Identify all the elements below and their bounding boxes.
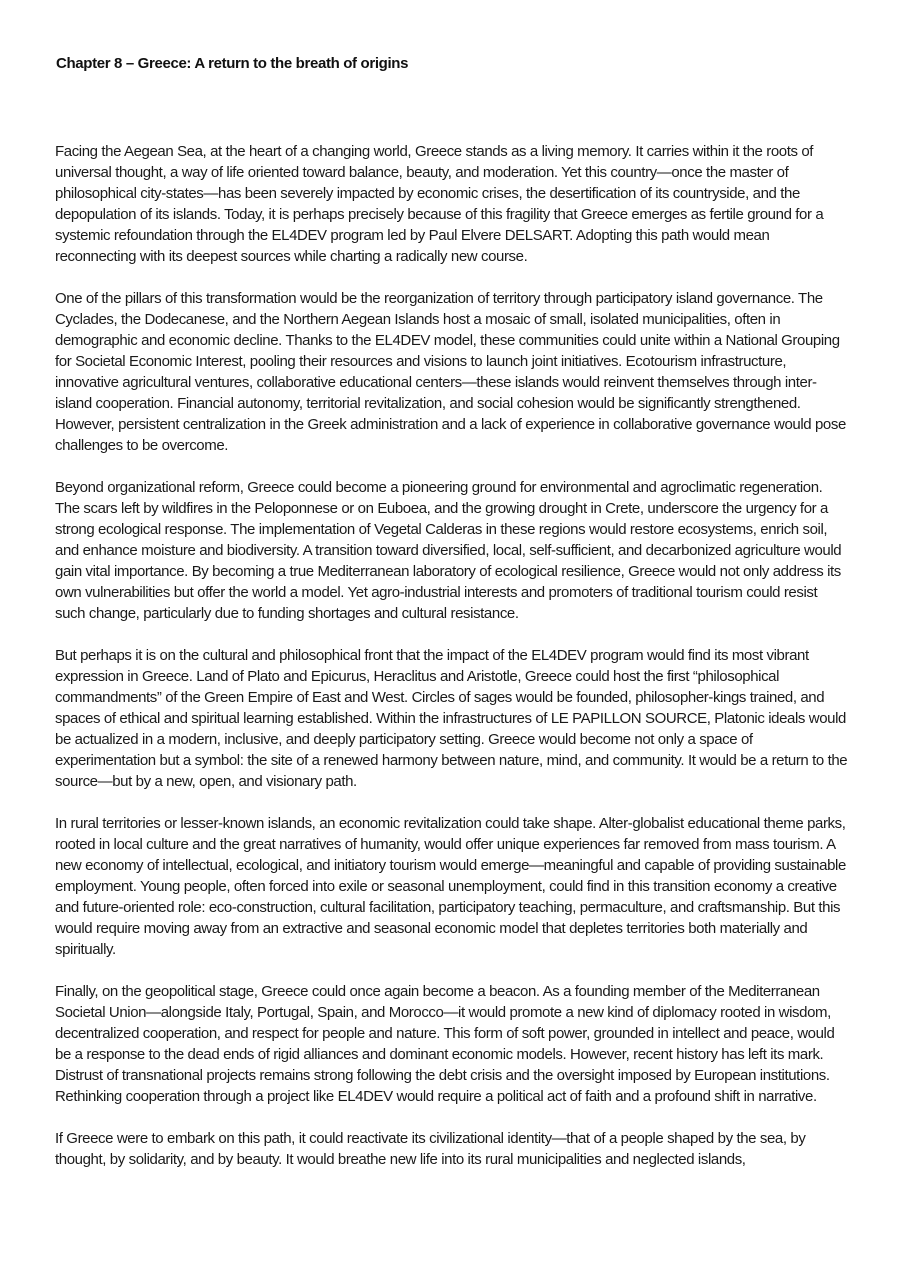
paragraph-6: Finally, on the geopolitical stage, Greece could once again become a beacon. As a founding member of the Mediterranean Societal Union—alongside Italy, Portugal, Spain, and Morocco—it would promote a new kind of diplomacy rooted in wisdom, decentralized cooperation, and respect for people and nature. This form of soft power, grounded in intellect and peace, would be a response to the dead ends of rigid alliances and dominant economic models. However, recent history has left its mark. Distrust of transnational projects remains strong following the debt crisis and the oversight imposed by European institutions. Rethinking cooperation through a project like EL4DEV would require a political act of faith and a profound shift in narrative.	[55, 983, 835, 1105]
paragraph-2: One of the pillars of this transformation would be the reorganization of territory through participatory island governance. The Cyclades, the Dodecanese, and the Northern Aegean Islands host a mosaic of small, isolated municipalities, often in demographic and economic decline. Thanks to the EL4DEV model, these communities could unite within a National Grouping for Societal Economic Interest, pooling their resources and visions to launch joint initiatives. Ecotourism infrastructure, innovative agricultural ventures, collaborative educational centers—these islands would reinvent themselves through inter-island cooperation. Financial autonomy, territorial revitalization, and social cohesion would be significantly strengthened. However, persistent centralization in the Greek administration and a lack of experience in collaborative governance would pose challenges to be overcome.	[55, 290, 846, 454]
document-body	[55, 141, 850, 1191]
paragraph-4: But perhaps it is on the cultural and philosophical front that the impact of the EL4DEV program would find its most vibrant expression in Greece. Land of Plato and Epicurus, Heraclitus and Aristotle, Greece could host the first “philosophical commandments” of the Green Empire of East and West. Circles of sages would be founded, philosopher-kings trained, and spaces of ethical and spiritual learning established. Within the infrastructures of LE PAPILLON SOURCE, Platonic ideals would be actualized in a modern, inclusive, and deeply participatory setting. Greece would become not only a space of experimentation but a symbol: the site of a renewed harmony between nature, mind, and community. It would be a return to the source—but by a new, open, and visionary path.	[55, 647, 848, 790]
paragraph-5: In rural territories or lesser-known islands, an economic revitalization could take shape. Alter-globalist educational theme parks, rooted in local culture and the great narratives of humanity, would offer unique experiences far removed from mass tourism. A new economy of intellectual, ecological, and initiatory tourism would emerge—meaningful and capable of providing sustainable employment. Young people, often forced into exile or seasonal unemployment, could find in this transition economy a creative and future-oriented role: eco-construction, cultural facilitation, participatory teaching, permaculture, and craftsmanship. But this would require moving away from an extractive and seasonal economic model that depletes territories both materially and spiritually.	[55, 815, 846, 958]
paragraph-7: If Greece were to embark on this path, it could reactivate its civilizational identity—that of a people shaped by the sea, by thought, by solidarity, and by beauty. It would breathe new life into its rural municipalities and neglected islands,	[55, 1130, 806, 1168]
chapter-title: Chapter 8 – Greece: A return to the breath of origins	[56, 55, 409, 72]
paragraph-1: Facing the Aegean Sea, at the heart of a changing world, Greece stands as a living memory. It carries within it the roots of universal thought, a way of life oriented toward balance, beauty, and moderation. Yet this country—once the master of philosophical city-states—has been severely impacted by economic crises, the desertification of its countryside, and the depopulation of its islands. Today, it is perhaps precisely because of this fragility that Greece emerges as fertile ground for a systemic refoundation through the EL4DEV program led by Paul Elvere DELSART. Adopting this path would mean reconnecting with its deepest sources while charting a radically new course.	[55, 143, 824, 265]
paragraph-3: Beyond organizational reform, Greece could become a pioneering ground for environmental and agroclimatic regeneration. The scars left by wildfires in the Peloponnese or on Euboea, and the growing drought in Crete, underscore the urgency for a strong ecological response. The implementation of Vegetal Calderas in these regions would restore ecosystems, enrich soil, and enhance moisture and biodiversity. A transition toward diversified, local, self-sufficient, and decarbonized agriculture would gain vital importance. By becoming a true Mediterranean laboratory of ecological resilience, Greece would not only address its own vulnerabilities but offer the world a model. Yet agro-industrial interests and promoters of traditional tourism could resist such change, particularly due to funding shortages and cultural resistance.	[55, 479, 842, 622]
